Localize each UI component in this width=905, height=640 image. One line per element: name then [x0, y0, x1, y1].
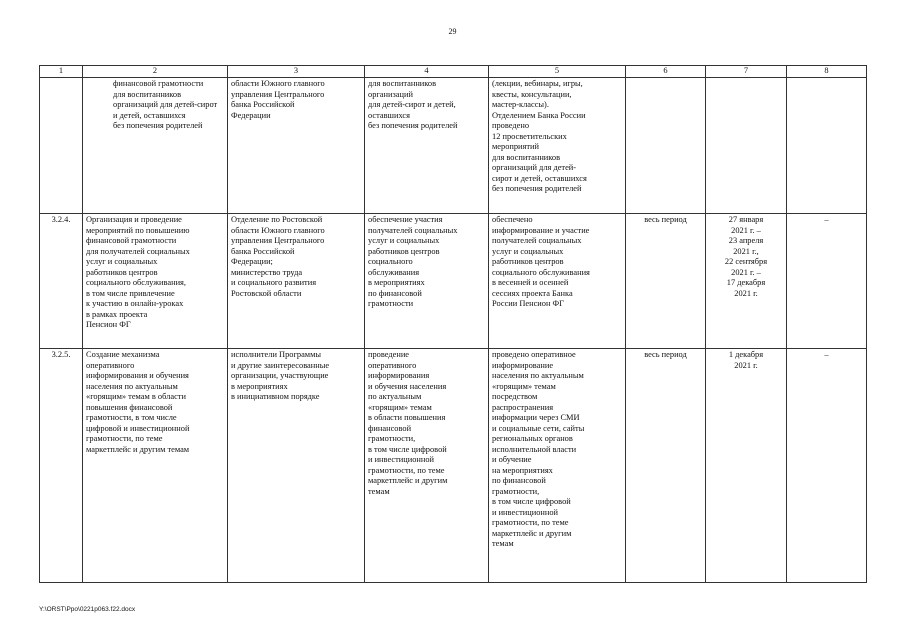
event-cell: финансовой грамотности для воспитанников организаций для детей-сирот и детей, оставшихся без попечения родителей — [83, 78, 228, 214]
result-actual-cell: обеспечено информирование и участие получателей социальных услуг и социальных работников центров социального обслуживания в весенней и осенней сессиях проекта Банка России Пенсион ФГ — [489, 214, 626, 349]
header-col-7: 7 — [706, 66, 787, 78]
report-table — [39, 65, 867, 583]
header-row — [40, 66, 867, 78]
result-planned-cell: для воспитанников организаций для детей-сирот и детей, оставшихся без попечения родителей — [365, 78, 489, 214]
term-planned-cell: весь период — [626, 349, 706, 583]
header-col-2: 2 — [83, 66, 228, 78]
header-col-1: 1 — [40, 66, 83, 78]
header-col-5: 5 — [489, 66, 626, 78]
row-number — [40, 78, 83, 214]
result-actual-cell: проведено оперативное информирование населения по актуальным «горящим» темам посредством распространения информации через СМИ и социальные сети, сайты региональных органов исполнительной власти и обучение на мероприятиях по финансовой грамотности, в том числе цифровой и инвестиционной грамотности, по теме маркетплейс и другим темам — [489, 349, 626, 583]
term-actual-cell: 27 января 2021 г. – 23 апреля 2021 г., 22 сентября 2021 г. – 17 декабря 2021 г. — [706, 214, 787, 349]
executor-cell: исполнители Программы и другие заинтересованные организации, участвующие в мероприятиях в инициативном порядке — [228, 349, 365, 583]
result-planned-cell: проведение оперативного информирования и обучения населения по актуальным «горящим» темам в области повышения финансовой грамотности, в том числе цифровой и инвестиционной грамотности, по теме маркетплейс и другим темам — [365, 349, 489, 583]
term-planned-cell: весь период — [626, 214, 706, 349]
result-actual-cell: (лекции, вебинары, игры, квесты, консультации, мастер-классы). Отделением Банка России проведено 12 просветительских мероприятий для воспитанников организаций для детей- сирот и детей, оставшихся без попечения родителей — [489, 78, 626, 214]
executor-cell: Отделение по Ростовской области Южного главного управления Центрального банка Российской Федерации; министерство труда и социального развития Ростовской области — [228, 214, 365, 349]
term-actual-cell: 1 декабря 2021 г. — [706, 349, 787, 583]
note-cell: – — [787, 214, 867, 349]
term-planned-cell — [626, 78, 706, 214]
table-row — [40, 78, 867, 214]
page-number: 29 — [448, 27, 457, 36]
row-number: 3.2.4. — [40, 214, 83, 349]
header-col-3: 3 — [228, 66, 365, 78]
header-col-4: 4 — [365, 66, 489, 78]
header-col-8: 8 — [787, 66, 867, 78]
footer-file-path: Y:\ORST\Ppo\0221p063.f22.docx — [39, 606, 136, 613]
event-cell: Организация и проведение мероприятий по повышению финансовой грамотности для получателей социальных услуг и социальных работников центров социального обслуживания, в том числе привлечение к участию в онлайн-уроках в рамках проекта Пенсион ФГ — [83, 214, 228, 349]
note-cell: – — [787, 349, 867, 583]
row-number: 3.2.5. — [40, 349, 83, 583]
note-cell — [787, 78, 867, 214]
table-row — [40, 214, 867, 349]
event-cell: Создание механизма оперативного информирования и обучения населения по актуальным «горящим» темам в области повышения финансовой грамотности, в том числе цифровой и инвестиционной грамотности, по теме маркетплейс и другим темам — [83, 349, 228, 583]
result-planned-cell: обеспечение участия получателей социальных услуг и социальных работников центров социального обслуживания в мероприятиях по финансовой грамотности — [365, 214, 489, 349]
table-row — [40, 349, 867, 583]
header-col-6: 6 — [626, 66, 706, 78]
term-actual-cell — [706, 78, 787, 214]
executor-cell: области Южного главного управления Центрального банка Российской Федерации — [228, 78, 365, 214]
